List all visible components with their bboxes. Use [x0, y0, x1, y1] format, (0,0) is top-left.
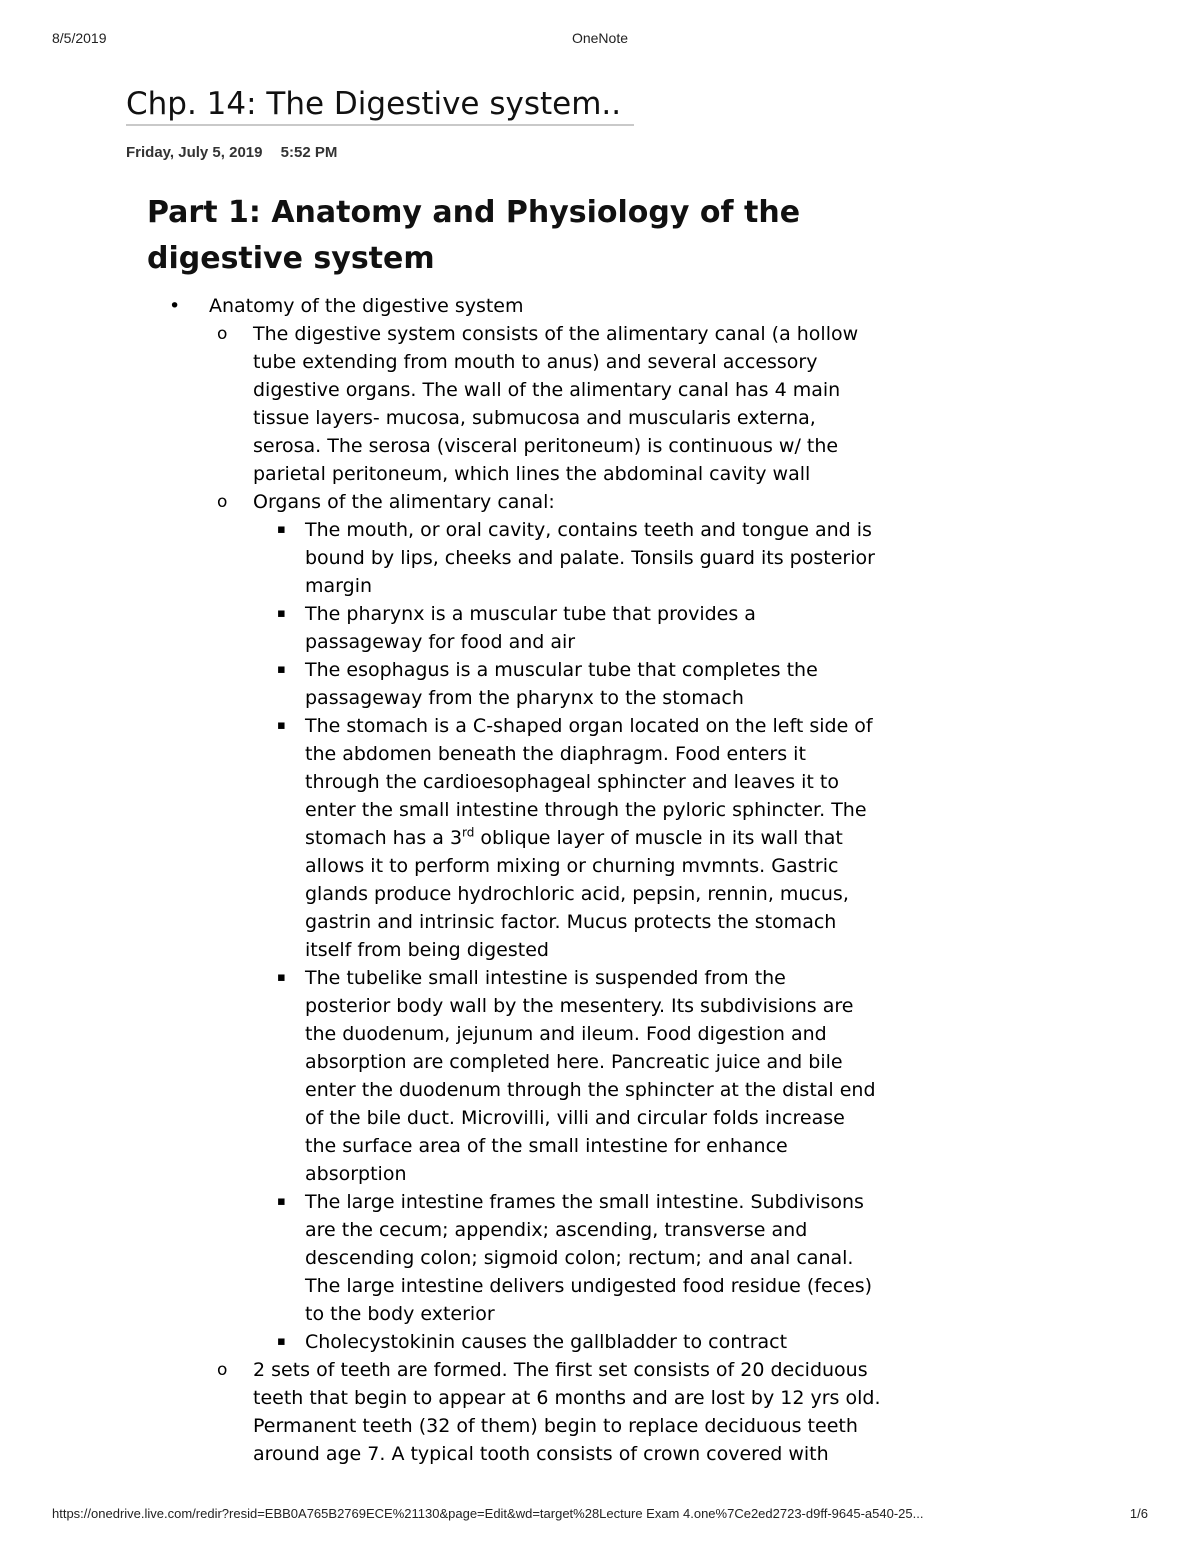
list-item-text: 2 sets of teeth are formed. The first set consists of 20 deciduous teeth that begin to appear at 6 months and are lost by 12 yrs old. Permanent teeth (32 of them) begin to replace deciduous teeth around age 7. A typical tooth consists of crown covered with [253, 1359, 881, 1465]
list-item-text: The mouth, or oral cavity, contains teeth and tongue and is bound by lips, cheeks and palate. Tonsils guard its posterior margin [305, 519, 875, 597]
bullet-icon: • [169, 295, 181, 317]
section-heading: Part 1: Anatomy and Physiology of the digestive system [147, 195, 801, 276]
note-date: Friday, July 5, 2019 [126, 144, 263, 161]
list-item-text [305, 712, 877, 964]
list-item [147, 656, 907, 712]
list-item-text: The esophagus is a muscular tube that completes the passageway from the pharynx to the stomach [305, 659, 818, 709]
list-item-text: Cholecystokinin causes the gallbladder to contract [305, 1331, 788, 1353]
note-content[interactable] [147, 190, 907, 1468]
bullet-icon: o [217, 324, 228, 344]
superscript: rd [462, 825, 475, 840]
list-item-text: Anatomy of the digestive system [209, 295, 524, 317]
list-item [147, 1188, 907, 1328]
print-date: 8/5/2019 [52, 30, 107, 46]
bullet-icon: ▪ [277, 1334, 286, 1349]
bullet-icon: ▪ [277, 662, 286, 677]
list-item [147, 488, 907, 1356]
list-item [147, 1356, 907, 1468]
bullet-icon: ▪ [277, 606, 286, 621]
bullet-icon: ▪ [277, 718, 286, 733]
list-item [147, 600, 907, 656]
bullet-icon: ▪ [277, 970, 286, 985]
stomach-text-a: The stomach is a C-shaped organ located on the left side of the abdomen beneath the diaphragm. Food enters it through the cardioesophageal sphincter and leaves it to enter the small intestine through the pyloric sphincter. The stomach has a 3 [305, 715, 873, 849]
sublist [209, 320, 907, 1468]
note-timestamp [126, 144, 337, 161]
list-item-text: The digestive system consists of the alimentary canal (a hollow tube extending from mouth to anus) and several accessory digestive organs. The wall of the alimentary canal has 4 main tissue layers- mucosa, submucosa and muscularis externa, serosa. The serosa (visceral peritoneum) is continuous w/ the parietal peritoneum, which lines the abdominal cavity wall [253, 323, 859, 485]
list-item [147, 1328, 907, 1356]
stomach-text-b: oblique layer of muscle in its wall that allows it to perform mixing or churning mvmnts. Gastric glands produce hydrochloric acid, pepsin, rennin, mucus, gastrin and intrinsic factor. Mucus protects the stomach itself from being digested [305, 827, 849, 961]
list-item [147, 320, 907, 488]
page-title[interactable]: Chp. 14: The Digestive system.. [126, 86, 634, 126]
bullet-icon: o [217, 492, 228, 512]
list-item [147, 712, 907, 964]
list-item-text: Organs of the alimentary canal: [253, 491, 555, 513]
note-time: 5:52 PM [280, 144, 338, 161]
list-item-text: The large intestine frames the small intestine. Subdivisons are the cecum; appendix; ascending, transverse and descending colon; sigmoid colon; rectum; and anal canal. The large intestine delivers undigested food residue (feces) to the body exterior [305, 1191, 873, 1325]
list-item [147, 964, 907, 1188]
list-item-text: The pharynx is a muscular tube that provides a passageway for food and air [305, 603, 756, 653]
print-app-name: OneNote [571, 30, 629, 46]
list-item [147, 292, 907, 1468]
source-url: https://onedrive.live.com/redir?resid=EBB0A765B2769ECE%21130&page=Edit&wd=target%28Lecture Exam 4.one%7Ce2ed2723-d9ff-9645-a540-25... [52, 1506, 924, 1521]
list-item [147, 516, 907, 600]
bullet-icon: ▪ [277, 1194, 286, 1209]
outline-list [147, 292, 907, 1468]
list-item-text: The tubelike small intestine is suspended from the posterior body wall by the mesentery. Its subdivisions are the duodenum, jejunum and ileum. Food digestion and absorption are completed here. Pancreatic juice and bile enter the duodenum through the sphincter at the distal end of the bile duct. Microvilli, villi and circular folds increase the surface area of the small intestine for enhance absorption [305, 967, 876, 1185]
page-number: 1/6 [1129, 1506, 1148, 1521]
sublist [253, 516, 907, 1356]
bullet-icon: o [217, 1360, 228, 1380]
bullet-icon: ▪ [277, 522, 286, 537]
